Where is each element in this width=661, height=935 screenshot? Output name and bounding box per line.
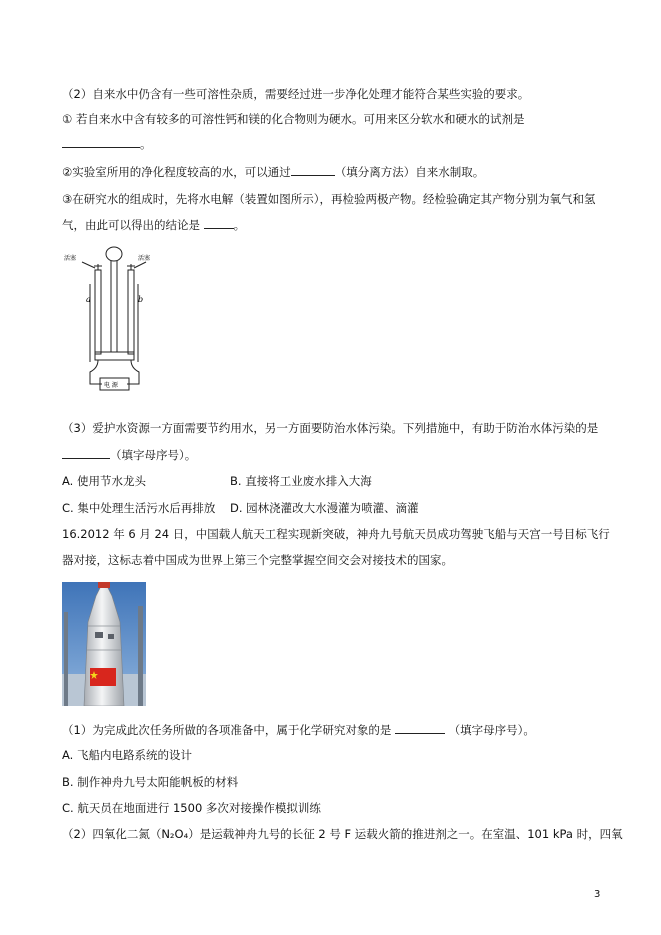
q16-sub2: （2）四氧化二氮（N₂O₄）是运载神舟九号的长征 2 号 F 运载火箭的推进剂之一。在室温、101 kPa 时，四氧 xyxy=(62,827,623,841)
q16-line2: 器对接，这标志着中国成为世界上第三个完整掌握空间交会对接技术的国家。 xyxy=(62,553,453,567)
tube-a xyxy=(95,270,101,354)
q2-intro: （2）自来水中仍含有一些可溶性杂质，需要经过进一步净化处理才能符合某些实验的要求。 xyxy=(62,87,530,101)
q16-sub1: （1）为完成此次任务所做的各项准备中，属于化学研究对象的是 （填字母序号）。 xyxy=(62,723,535,737)
q2-item1-answer-line: 。 xyxy=(62,135,152,152)
rocket-photo xyxy=(62,582,146,706)
tube-a-label: a xyxy=(86,295,91,304)
reservoir-bulb xyxy=(106,247,122,261)
tube-b-label: b xyxy=(138,295,144,304)
answer-blank[interactable] xyxy=(291,163,335,176)
answer-blank[interactable] xyxy=(395,721,445,734)
q2-item2: ②实验室所用的净化程度较高的水，可以通过 （填分离方法）自来水制取。 xyxy=(62,165,485,179)
q16-option-b: B. 制作神舟九号太阳能帆板的材料 xyxy=(62,775,239,789)
q16-line1: 16.2012 年 6 月 24 日，中国载人航天工程实现新突破，神舟九号航天员成功驾驶飞船与天宫一号目标飞行 xyxy=(62,527,610,541)
q16-option-a: A. 飞船内电路系统的设计 xyxy=(62,748,192,762)
q2-item1: ① 若自来水中含有较多的可溶性钙和镁的化合物则为硬水。可用来区分软水和硬水的试剂是 xyxy=(62,112,525,126)
answer-blank[interactable] xyxy=(204,216,234,229)
q3-option-c: C. 集中处理生活污水后再排放 xyxy=(62,501,216,515)
answer-blank[interactable] xyxy=(62,135,140,148)
q3-intro: （3）爱护水资源一方面需要节约用水，另一方面要防治水体污染。下列措施中，有助于防治水体污染的是 xyxy=(62,421,599,435)
page-number: 3 xyxy=(594,889,601,900)
q3-option-b: B. 直接将工业废水排入大海 xyxy=(230,474,372,488)
q16-option-c: C. 航天员在地面进行 1500 多次对接操作模拟训练 xyxy=(62,801,321,815)
q3-fill: （填字母序号）。 xyxy=(62,446,196,463)
q2-item3-line1: ③在研究水的组成时，先将水电解（装置如图所示），再检验两极产物。经检验确定其产物分别为氧气和氢 xyxy=(62,192,596,206)
electrolysis-diagram xyxy=(62,244,152,400)
answer-blank[interactable] xyxy=(62,446,110,459)
right-stopcock-label: 活塞 xyxy=(138,255,151,262)
power-supply-label: 电 源 xyxy=(104,382,118,389)
q2-item3-line2: 气，由此可以得出的结论是 。 xyxy=(62,218,246,232)
q3-option-d: D. 园林浇灌改大水漫灌为喷灌、滴灌 xyxy=(230,501,419,515)
tube-b xyxy=(128,270,134,354)
q3-option-a: A. 使用节水龙头 xyxy=(62,474,146,488)
left-stopcock-label: 活塞 xyxy=(64,255,77,262)
